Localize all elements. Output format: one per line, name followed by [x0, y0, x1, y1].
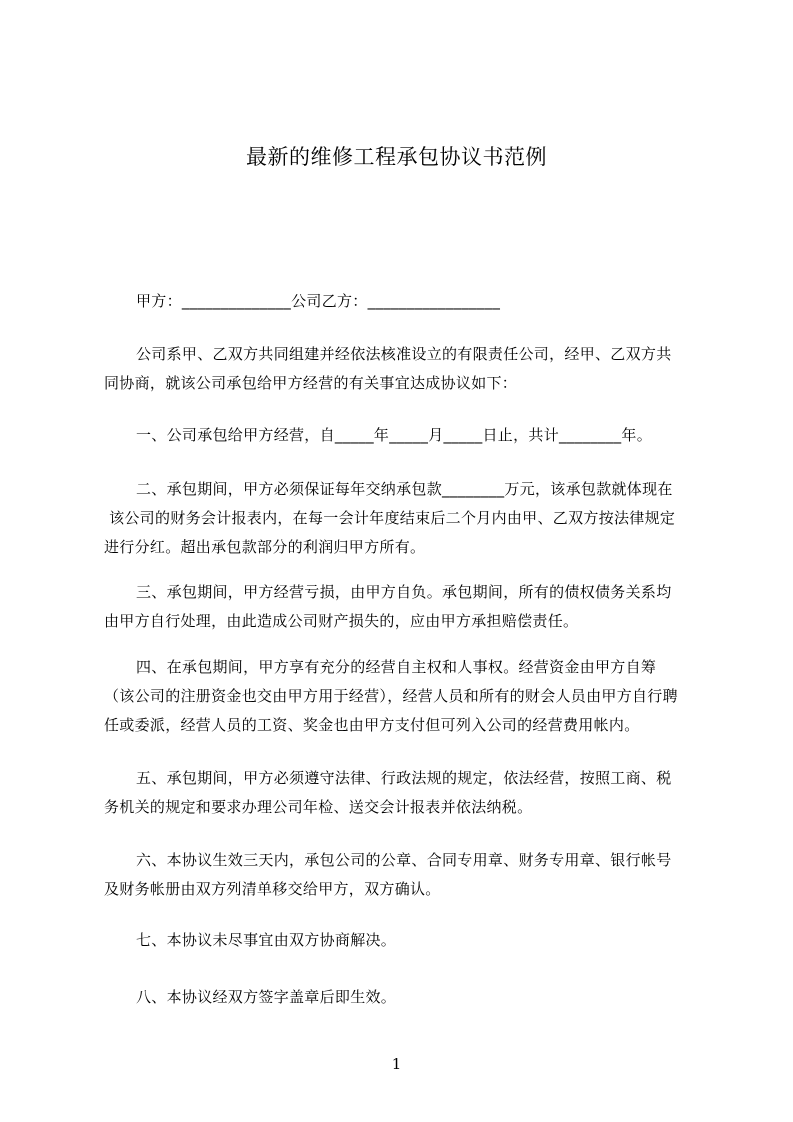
paragraph-line: 进行分红。超出承包款部分的利润归甲方所有。 — [104, 538, 426, 556]
parties-text: 甲方：______________公司乙方：_________________ — [136, 292, 501, 310]
paragraph-clause-1 — [104, 421, 704, 450]
paragraph-line: 八、本协议经双方签字盖章后即生效。 — [136, 988, 397, 1006]
paragraph-clause-6 — [104, 846, 704, 904]
paragraph-line: 及财务帐册由双方列清单移交给甲方，双方确认。 — [104, 880, 441, 898]
paragraph-line: 二、承包期间，甲方必须保证每年交纳承包款________万元，该承包款就体现在 — [136, 480, 673, 498]
paragraph-clause-7 — [104, 926, 704, 955]
paragraph-intro — [104, 340, 704, 398]
parties-line — [104, 287, 704, 316]
page-number: 1 — [391, 1055, 402, 1073]
document-title: 最新的维修工程承包协议书范例 — [246, 145, 547, 169]
paragraph-line: （该公司的注册资金也交由甲方用于经营），经营人员和所有的财会人员由甲方自行聘 — [104, 687, 678, 705]
paragraph-line: 该公司的财务会计报表内，在每一会计年度结束后二个月内由甲、乙双方按法律规定 — [104, 509, 676, 527]
paragraph-clause-2 — [104, 475, 704, 562]
paragraph-line: 三、承包期间，甲方经营亏损，由甲方自负。承包期间，所有的债权债务关系均 — [136, 583, 672, 601]
paragraph-clause-5 — [104, 764, 704, 822]
paragraph-line: 五、承包期间，甲方必须遵守法律、行政法规的规定，依法经营，按照工商、税 — [136, 769, 672, 787]
paragraph-line: 公司系甲、乙双方共同组建并经依法核准设立的有限责任公司，经甲、乙双方共 — [136, 345, 672, 363]
paragraph-line: 由甲方自行处理，由此造成公司财产损失的，应由甲方承担赔偿责任。 — [104, 612, 579, 630]
paragraph-line: 同协商，就该公司承包给甲方经营的有关事宜达成协议如下： — [104, 374, 518, 392]
paragraph-line: 务机关的规定和要求办理公司年检、送交会计报表并依法纳税。 — [104, 798, 533, 816]
paragraph-line: 任或委派，经营人员的工资、奖金也由甲方支付但可列入公司的经营费用帐内。 — [104, 716, 640, 734]
paragraph-line: 七、本协议未尽事宜由双方协商解决。 — [136, 931, 397, 949]
paragraph-clause-8 — [104, 983, 704, 1012]
paragraph-line: 四、在承包期间，甲方享有充分的经营自主权和人事权。经营资金由甲方自筹 — [136, 658, 657, 676]
paragraph-line: 一、公司承包给甲方经营，自_____年_____月_____日止，共计________年。 — [136, 426, 653, 444]
paragraph-clause-3 — [104, 578, 704, 636]
paragraph-line: 六、本协议生效三天内，承包公司的公章、合同专用章、财务专用章、银行帐号 — [136, 851, 672, 869]
paragraph-clause-4 — [104, 653, 704, 740]
